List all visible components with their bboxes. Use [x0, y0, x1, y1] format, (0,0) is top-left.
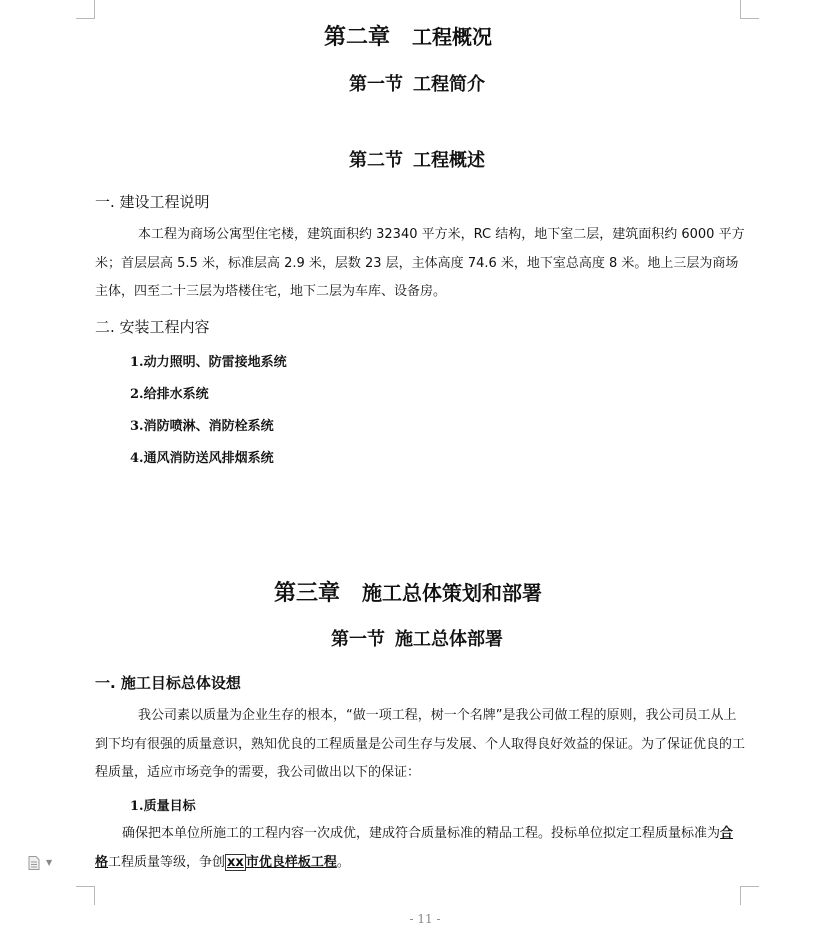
install-item: 3.消防喷淋、消防栓系统 — [130, 419, 274, 434]
install-item: 4.通风消防送风排烟系统 — [130, 451, 274, 466]
quality-grade: 合格 — [95, 826, 734, 870]
section-title: 工程简介 — [413, 74, 485, 95]
paragraph-text: 。 — [336, 854, 350, 870]
chapter-number: 第三章 — [273, 580, 340, 606]
section-title: 施工总体部署 — [395, 629, 503, 650]
subheading-install: 二. 安装工程内容 — [95, 318, 210, 336]
section-heading — [0, 70, 816, 96]
section-number: 第一节 — [331, 629, 385, 650]
quality-heading: 1.质量目标 — [130, 799, 196, 814]
target-award — [225, 854, 337, 871]
crop-mark-bottom-right — [740, 886, 759, 905]
subheading-goal: 一. 施工目标总体设想 — [95, 674, 241, 692]
chapter-2-heading — [0, 20, 816, 51]
section-heading — [0, 146, 816, 172]
section-heading — [0, 625, 816, 651]
paragraph-text: 本工程为商场公寓型住宅楼，建筑面积约 32340 平方米，RC 结构，地下室二层，建筑面积约 6000 平方米；首层层高 5.5 米，标准层高 2.9 米，层数 23 层，主体高度 74.6 米，地下室总高度 8 米。地上三层为商场主体，四至二十三层为塔楼住宅，地下二层为车库、设备房。 — [95, 227, 745, 299]
crop-mark-bottom-left — [76, 886, 95, 905]
section-number: 第一节 — [349, 74, 403, 95]
page-number: - 11 - — [409, 912, 441, 926]
install-item: 1.动力照明、防雷接地系统 — [130, 355, 287, 370]
chevron-down-icon[interactable]: ▼ — [46, 858, 53, 867]
subheading-construction: 一. 建设工程说明 — [95, 193, 210, 211]
chapter-3-heading — [0, 576, 816, 607]
chapter-number: 第二章 — [323, 24, 390, 50]
crop-mark-top-left — [76, 0, 95, 19]
paragraph-text: 确保把本单位所施工的工程内容一次成优，建成符合质量标准的精品工程。投标单位拟定工程质量标准为 — [122, 826, 721, 841]
document-icon[interactable] — [28, 856, 40, 870]
construction-paragraph — [95, 221, 745, 307]
section-number: 第二节 — [349, 150, 403, 171]
placeholder-box: xx — [227, 854, 244, 870]
chapter-title: 施工总体策划和部署 — [362, 581, 542, 605]
crop-mark-top-right — [740, 0, 759, 19]
chapter-title: 工程概况 — [412, 25, 492, 49]
quality-paragraph — [95, 820, 745, 877]
paragraph-text: 工程质量等级，争创 — [108, 854, 226, 870]
award-name: 市优良样板工程 — [245, 854, 337, 870]
install-item: 2.给排水系统 — [130, 387, 209, 402]
goal-paragraph — [95, 702, 745, 788]
section-title: 工程概述 — [413, 150, 485, 171]
paragraph-text: 我公司素以质量为企业生存的根本，“做一项工程，树一个名牌”是我公司做工程的原则，我公司员工从上到下均有很强的质量意识，熟知优良的工程质量是公司生存与发展、个人取得良好效益的保证。为了保证优良的工程质量，适应市场竞争的需要，我公司做出以下的保证： — [95, 708, 746, 780]
